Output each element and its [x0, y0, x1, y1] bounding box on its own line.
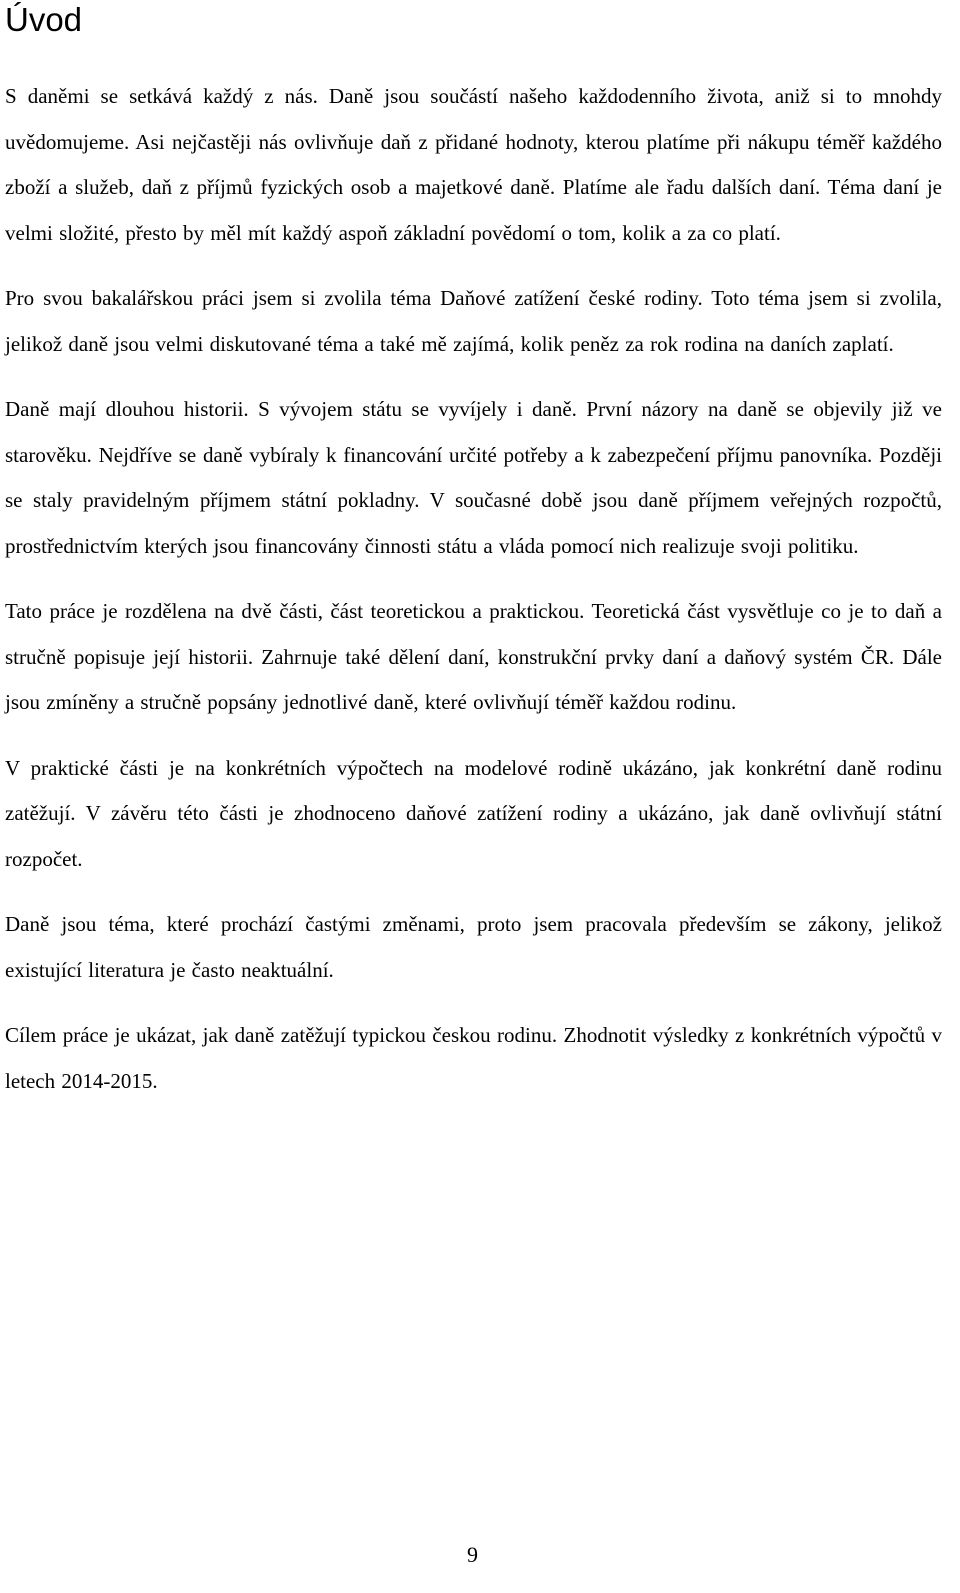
paragraph-intro: S daněmi se setkává každý z nás. Daně jsou součástí našeho každodenního života, aniž si to mnohdy uvědomujeme. Asi nejčastěji nás ovlivňuje daň z přidané hodnoty, kterou platíme při nákupu téměř každého zboží a služeb, daň z příjmů fyzických osob a majetkové daně. Platíme ale řadu dalších daní. Téma daní je velmi složité, přesto by měl mít každý aspoň základní povědomí o tom, kolik a za co platí. [5, 84, 942, 245]
paragraph-topic: Pro svou bakalářskou práci jsem si zvolila téma Daňové zatížení české rodiny. Toto téma jsem si zvolila, jelikož daně jsou velmi diskutované téma a také mě zajímá, kolik peněz za rok rodina na daních zaplatí. [5, 286, 942, 356]
section-heading: Úvod [5, 1, 83, 38]
page-number: 9 [467, 1542, 478, 1567]
paragraph-practical: V praktické části je na konkrétních výpočtech na modelové rodině ukázáno, jak konkrétní daně rodinu zatěžují. V závěru této části je zhodnoceno daňové zatížení rodiny a ukázáno, jak daně ovlivňují státní rozpočet. [5, 755, 942, 871]
paragraph-structure: Tato práce je rozdělena na dvě části, část teoretickou a praktickou. Teoretická část vysvětluje co je to daň a stručně popisuje její historii. Zahrnuje také dělení daní, konstrukční prvky daní a daňový systém ČR. Dále jsou zmíněny a stručně popsány jednotlivé daně, které ovlivňují téměř každou rodinu. [5, 599, 942, 714]
paragraph-goal: Cílem práce je ukázat, jak daně zatěžují typickou českou rodinu. Zhodnotit výsledky z konkrétních výpočtů v letech 2014-2015. [5, 1023, 942, 1093]
paragraph-history: Daně mají dlouhou historii. S vývojem státu se vyvíjely i daně. První názory na daně se objevily již ve starověku. Nejdříve se daně vybíraly k financování určité potřeby a k zabezpečení příjmu panovníka. Později se staly pravidelným příjmem státní pokladny. V současné době jsou daně příjmem veřejných rozpočtů, prostřednictvím kterých jsou financovány činnosti státu a vláda pomocí nich realizuje svoji politiku. [5, 397, 942, 558]
paragraph-sources: Daně jsou téma, které prochází častými změnami, proto jsem pracovala především se zákony, jelikož existující literatura je často neaktuální. [5, 912, 942, 982]
body-text [5, 74, 942, 1124]
